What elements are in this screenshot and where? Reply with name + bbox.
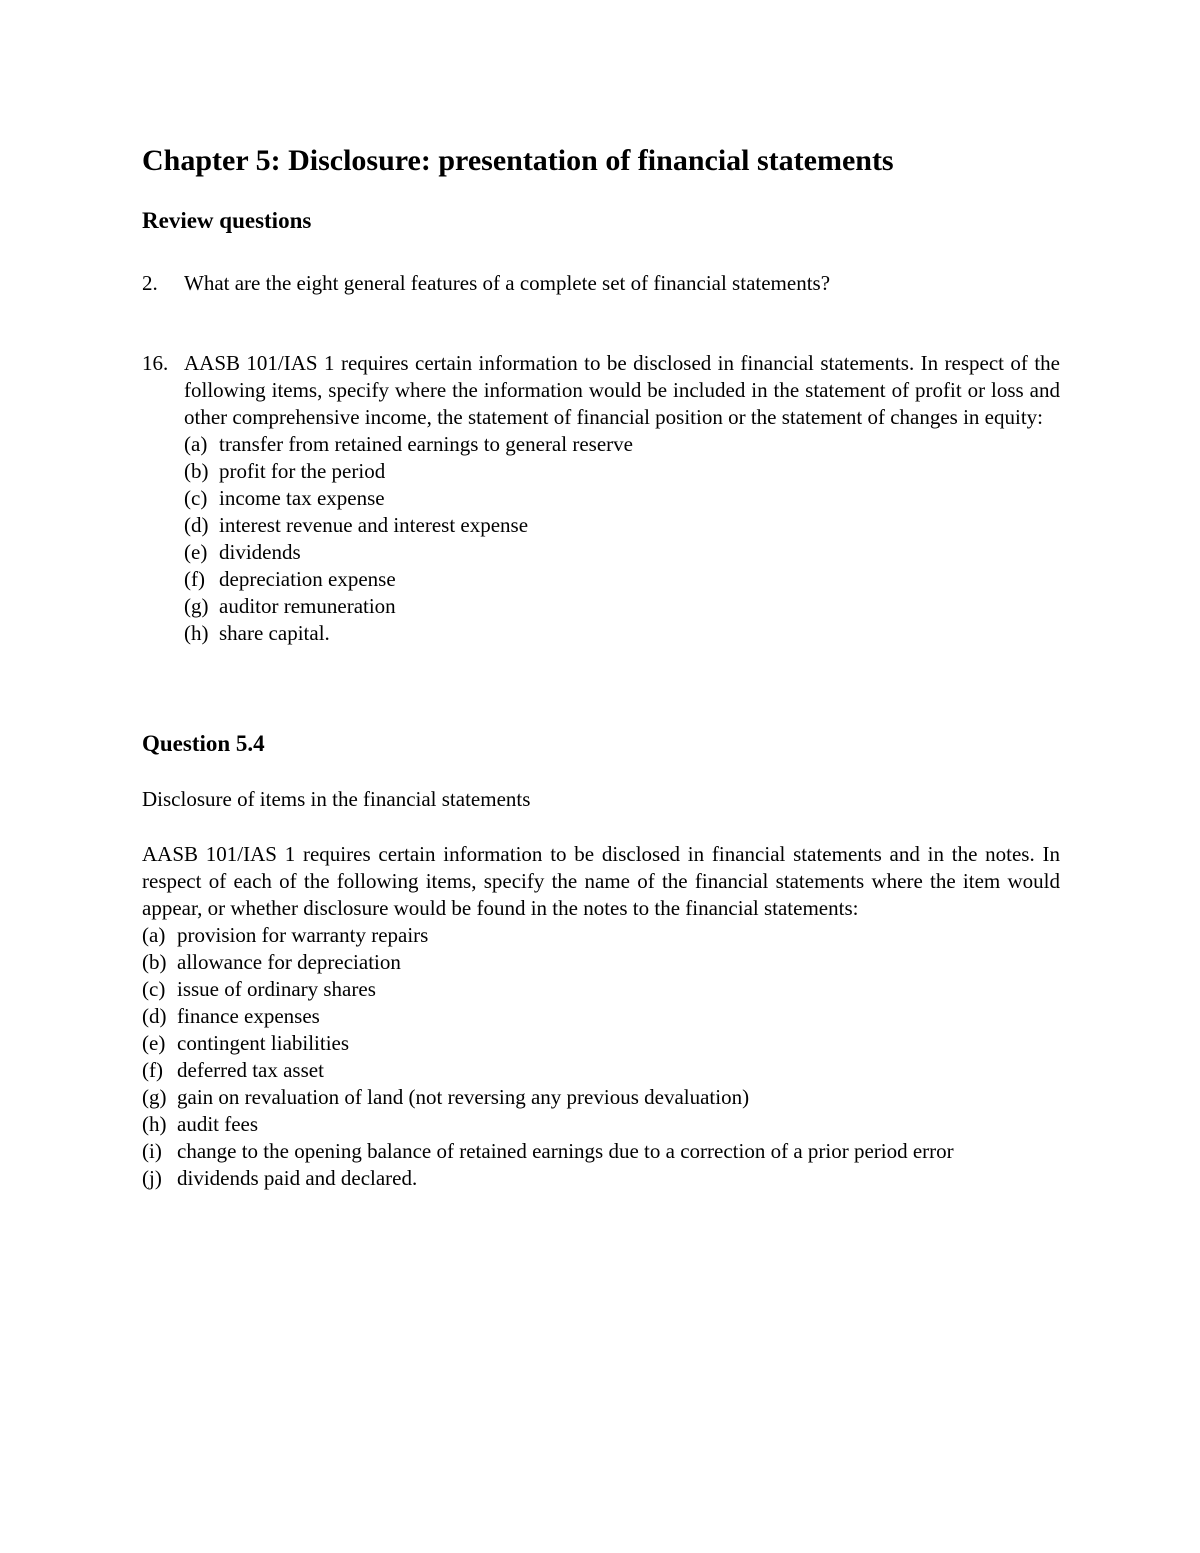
list-item: (b) profit for the period [184,459,386,483]
question-text: AASB 101/IAS 1 requires certain information to be disclosed in financial statements. In respect of the following items, specify where the information would be included in the statement of profit or loss and other comprehensive income, the statement of financial position or the statement of changes in equity: [184,351,1060,429]
list-item: (b) allowance for depreciation [142,950,401,974]
list-item: (e) dividends [184,540,301,564]
list-item: (d) interest revenue and interest expense [184,513,529,537]
list-item: (a) transfer from retained earnings to general reserve [184,432,633,456]
question-16-items [184,431,1060,647]
question-2 [142,270,1060,297]
question-5-4-subtitle: Disclosure of items in the financial statements [142,787,531,811]
review-questions-heading: Review questions [142,208,312,233]
list-item: (a) provision for warranty repairs [142,923,429,947]
question-5-4-body [142,841,1060,1192]
list-item: (d) finance expenses [142,1004,320,1028]
list-item: (c) issue of ordinary shares [142,977,376,1001]
list-item: (f) deferred tax asset [142,1058,324,1082]
list-item: (e) contingent liabilities [142,1031,350,1055]
list-item: (i) change to the opening balance of retained earnings due to a correction of a prior period error [142,1139,954,1163]
chapter-title: Chapter 5: Disclosure: presentation of financial statements [142,144,894,177]
question-5-4-items [142,922,1060,1192]
list-item: (j) dividends paid and declared. [142,1166,418,1190]
question-16 [142,350,1060,647]
question-number: 16. [142,351,169,375]
list-item: (g) gain on revaluation of land (not reversing any previous devaluation) [142,1085,750,1109]
question-5-4-intro: AASB 101/IAS 1 requires certain information to be disclosed in financial statements and in the notes. In respect of each of the following items, specify the name of the financial statements where the item would appear, or whether disclosure would be found in the notes to the financial statements: [142,842,1060,920]
list-item: (h) share capital. [184,621,330,645]
question-text: What are the eight general features of a complete set of financial statements? [184,271,831,295]
list-item: (c) income tax expense [184,486,385,510]
list-item: (g) auditor remuneration [184,594,396,618]
list-item: (h) audit fees [142,1112,259,1136]
question-number: 2. [142,271,158,295]
question-5-4-heading: Question 5.4 [142,731,265,756]
list-item: (f) depreciation expense [184,567,396,591]
